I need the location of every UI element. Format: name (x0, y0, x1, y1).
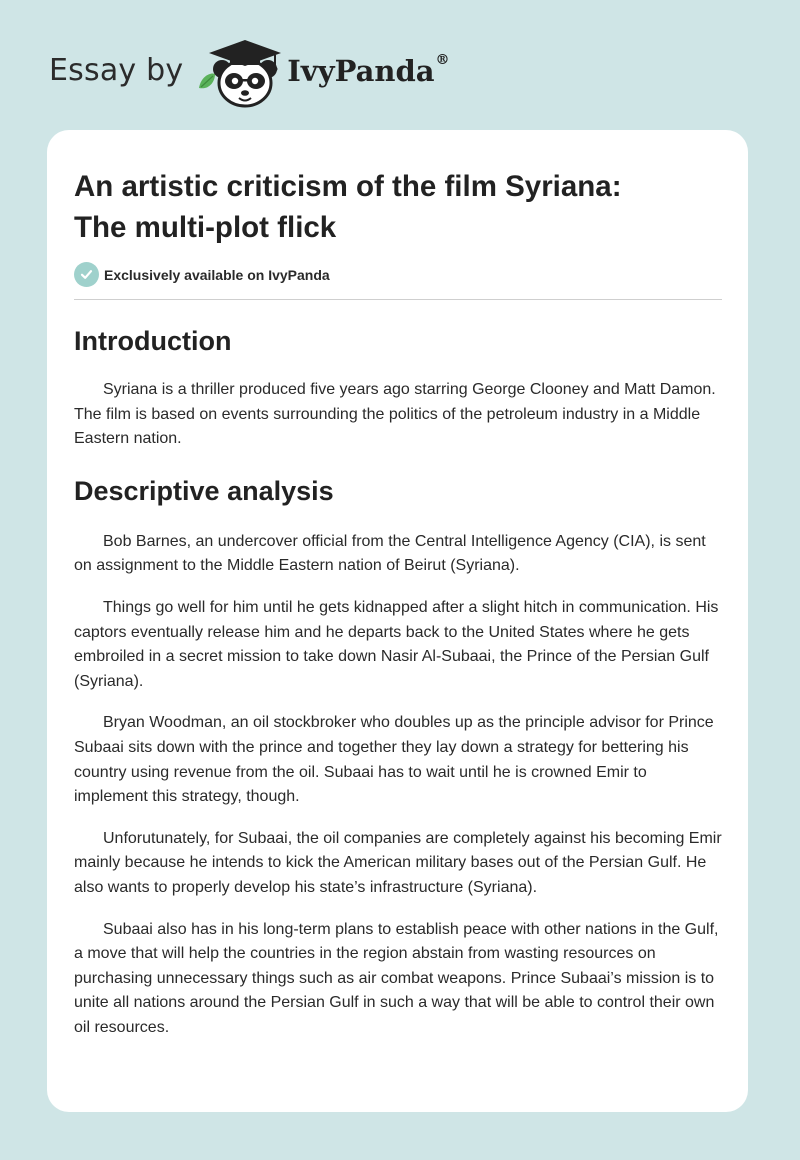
section-introduction (74, 324, 722, 452)
paragraph: Things go well for him until he gets kidnapped after a slight hitch in communication. His captors eventually release him and he departs back to the United States where he gets embroiled in a secret mission to take down Nasir Al-Subaai, the Prince of the Persian Gulf (Syriana). (74, 598, 719, 690)
paragraph: Unforutunately, for Subaai, the oil companies are completely against his becoming Emir mainly because he intends to kick the American military bases out of the Persian Gulf. He also wants to properly develop his state’s infrastructure (Syriana). (74, 829, 722, 896)
article-title-line-2: The multi-plot flick (74, 211, 337, 244)
article-card (47, 130, 748, 1112)
panda-graduation-cap-icon (197, 36, 285, 108)
paragraph: Bob Barnes, an undercover official from the Central Intelligence Agency (CIA), is sent on assignment to the Middle Eastern nation of Beirut (Syriana). (74, 532, 706, 575)
brand-header[interactable] (49, 36, 450, 108)
exclusive-notice (74, 262, 722, 300)
paragraph: Subaai also has in his long-term plans to establish peace with other nations in the Gulf, a move that will help the countries in the region abstain from wasting resources on purchasing unnecessary things such as air combat weapons. Prince Subaai’s mission is to unite all nations around the Persian Gulf in such a way that will be able to control their own oil resources. (74, 920, 719, 1036)
paragraph: Bryan Woodman, an oil stockbroker who doubles up as the principle advisor for Prince Subaai sits down with the prince and together they lay down a strategy for bettering his country using revenue from the oil. Subaai has to wait until he is crowned Emir to implement this strategy, though. (74, 714, 714, 806)
checkmark-icon (74, 262, 99, 287)
section-heading: Introduction (74, 326, 232, 356)
brand-prefix: Essay by (49, 52, 184, 88)
section-heading: Descriptive analysis (74, 475, 334, 506)
article-title-line-1: An artistic criticism of the film Syriana: (74, 170, 622, 203)
paragraph: Syriana is a thriller produced five years ago starring George Clooney and Matt Damon. The film is based on events surrounding the politics of the petroleum industry in a Middle Eastern nation. (74, 381, 716, 448)
brand-name (287, 54, 449, 88)
article-title (74, 166, 722, 248)
brand-name-text: IvyPanda (287, 54, 435, 88)
exclusive-label: Exclusively available on IvyPanda (104, 266, 330, 283)
section-descriptive-analysis (74, 474, 722, 1041)
registered-mark: ® (435, 52, 450, 69)
